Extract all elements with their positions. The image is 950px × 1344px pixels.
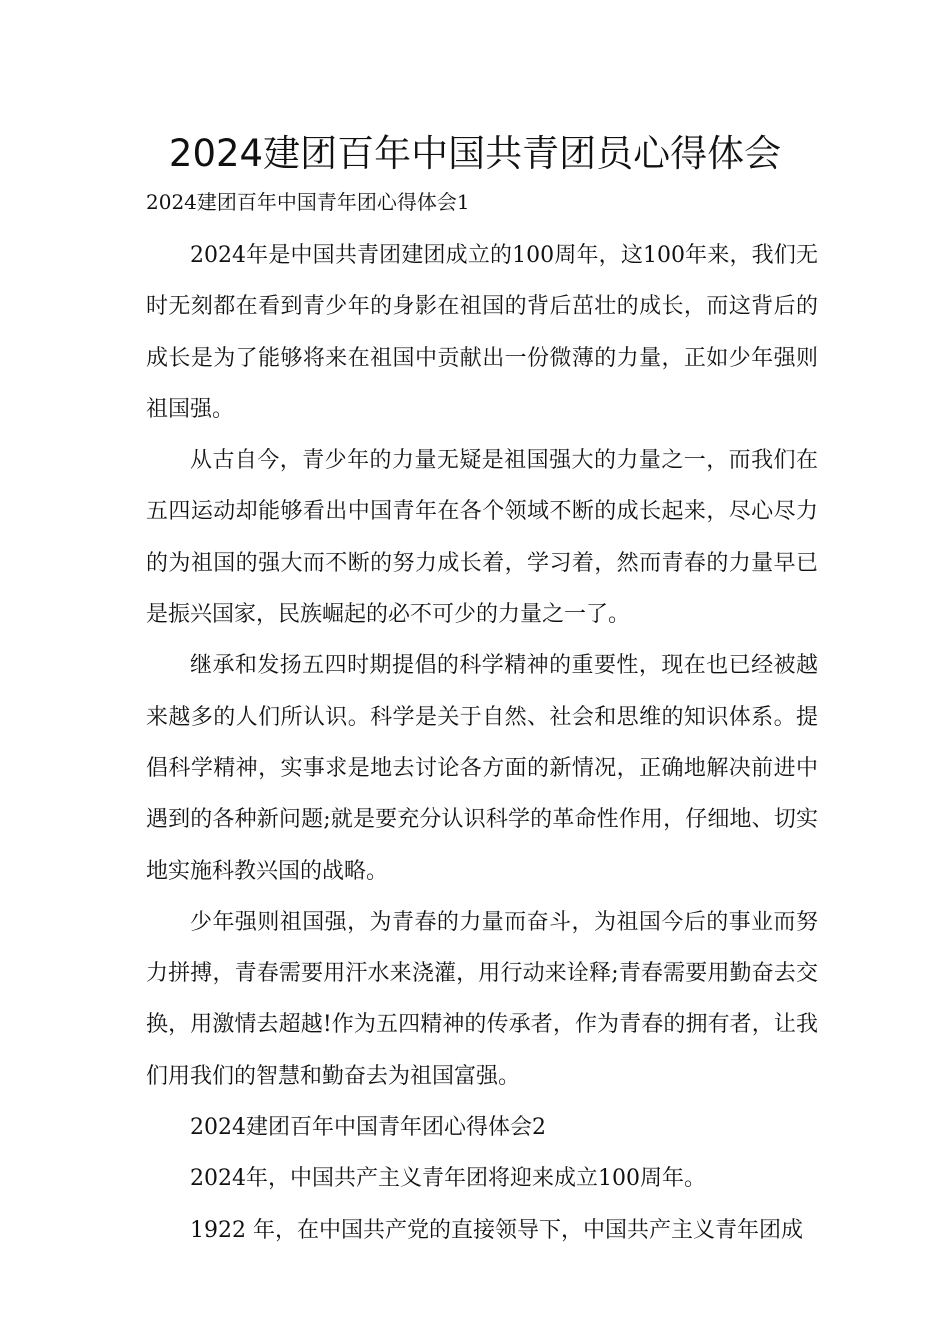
- paragraph-1: 2024年是中国共青团建团成立的100周年，这100年来，我们无时无刻都在看到青少年的身影在祖国的背后茁壮的成长，而这背后的成长是为了能够将来在祖国中贡献出一份微薄的力量，正如少年强则祖国强。: [146, 243, 818, 422]
- paragraph-4: 少年强则祖国强，为青春的力量而奋斗，为祖国今后的事业而努力拼搏，青春需要用汗水来浇灌，用行动来诠释;青春需要用勤奋去交换，用激情去超越!作为五四精神的传承者，作为青春的拥有者，让我们用我们的智慧和勤奋去为祖国富强。: [146, 909, 818, 1089]
- document-body: [146, 230, 818, 1256]
- paragraph-3: 继承和发扬五四时期提倡的科学精神的重要性，现在也已经被越来越多的人们所认识。科学是关于自然、社会和思维的知识体系。提倡科学精神，实事求是地去讨论各方面的新情况，正确地解决前进中遇到的各种新问题;就是要充分认识科学的革命性作用，仔细地、切实地实施科教兴国的战略。: [146, 653, 818, 884]
- document-title: 2024建团百年中国共青团员心得体会: [168, 132, 782, 175]
- paragraph-6: 1922 年，在中国共产党的直接领导下，中国共产主义青年团成: [190, 1217, 803, 1243]
- section-heading-2: 2024建团百年中国青年团心得体会2: [190, 1115, 546, 1141]
- paragraph-2: 从古自今，青少年的力量无疑是祖国强大的力量之一，而我们在五四运动却能够看出中国青年在各个领域不断的成长起来，尽心尽力的为祖国的强大而不断的努力成长着，学习着，然而青春的力量早已是振兴国家，民族崛起的必不可少的力量之一了。: [146, 448, 818, 628]
- paragraph-5: 2024年，中国共产主义青年团将迎来成立100周年。: [190, 1166, 706, 1192]
- section-heading-1: 2024建团百年中国青年团心得体会1: [146, 190, 470, 214]
